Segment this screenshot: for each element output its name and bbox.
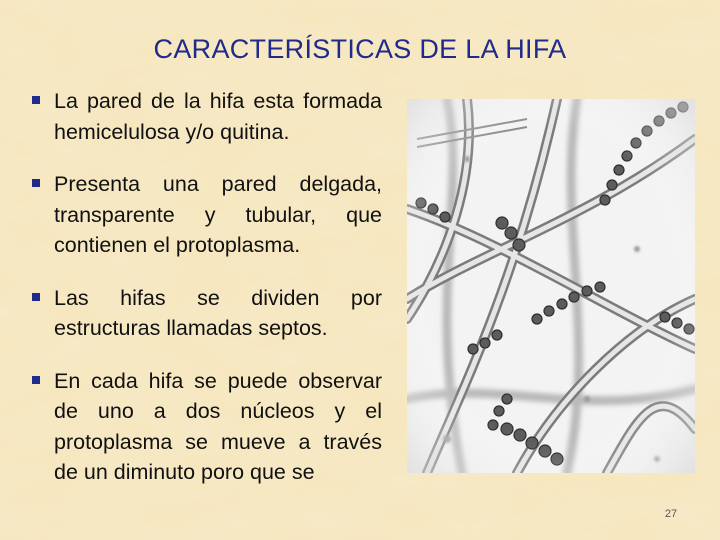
bullet-item bbox=[30, 86, 382, 147]
bullet-text: Las hifas se dividen por estructuras llamadas septos. bbox=[54, 285, 382, 340]
bullet-list bbox=[30, 86, 382, 510]
bullet-text: En cada hifa se puede observar de uno a dos núcleos y el protoplasma se mueve a través de un diminuto poro que se bbox=[54, 368, 382, 484]
page-number: 27 bbox=[664, 508, 678, 520]
slide-title: CARACTERÍSTICAS DE LA HIFA bbox=[153, 34, 567, 64]
bullet-item bbox=[30, 169, 382, 261]
bullet-text: La pared de la hifa esta formada hemicelulosa y/o quitina. bbox=[54, 89, 382, 144]
bullet-item bbox=[30, 366, 382, 488]
square-bullet-icon bbox=[32, 179, 40, 187]
square-bullet-icon bbox=[32, 293, 40, 301]
bullet-item bbox=[30, 283, 382, 344]
bullet-text: Presenta una pared delgada, transparente y tubular, que contienen el protoplasma. bbox=[54, 172, 382, 257]
square-bullet-icon bbox=[32, 376, 40, 384]
square-bullet-icon bbox=[32, 96, 40, 104]
hyphae-micrograph-image bbox=[407, 99, 695, 473]
